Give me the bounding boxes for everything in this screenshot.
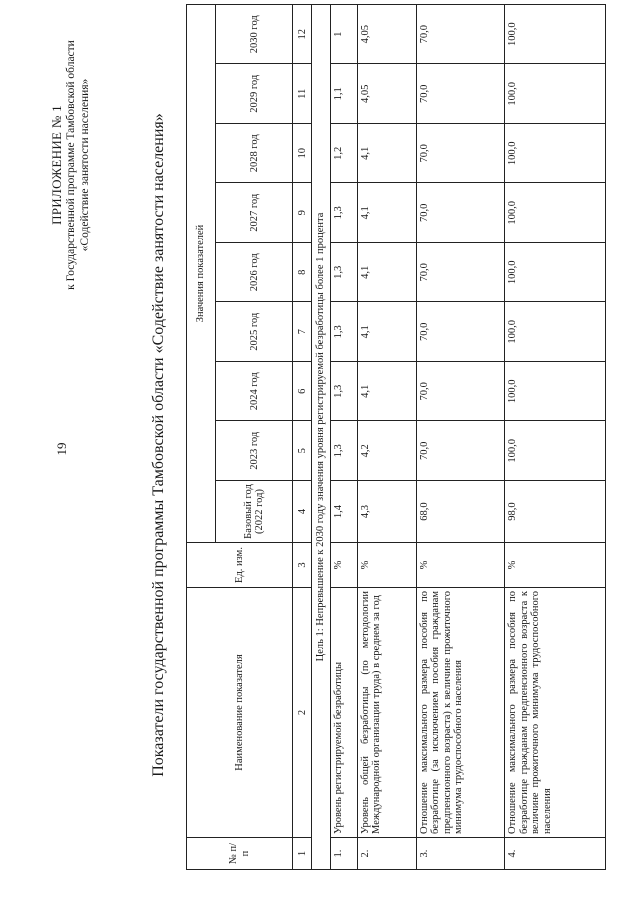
indicator-name: Отношение максимального размера пособия по безработице гражданам предпенсионного возраста к величине прожиточного минимума трудоспособного населения [505, 588, 606, 838]
column-numbers-row [293, 4, 312, 869]
header-year: Базовый год (2022 год) [216, 481, 293, 543]
value-cell: 4,05 [357, 4, 416, 64]
value-cell: 68,0 [416, 481, 504, 543]
appendix-title: ПРИЛОЖЕНИЕ № 1 [49, 105, 64, 225]
indicator-name: Уровень регистрируемой безработицы [330, 588, 357, 838]
header-row-1 [187, 4, 216, 869]
value-cell: 1,1 [330, 64, 357, 124]
value-cell: 1,3 [330, 362, 357, 422]
row-unit: % [505, 543, 606, 588]
column-number: 11 [293, 64, 312, 124]
row-number: 3. [416, 838, 504, 870]
column-number: 3 [293, 543, 312, 588]
value-cell: 70,0 [416, 64, 504, 124]
column-number: 1 [293, 838, 312, 870]
appendix-line-2: «Содействие занятости населения» [79, 78, 91, 252]
value-cell: 70,0 [416, 421, 504, 481]
column-number: 4 [293, 481, 312, 543]
column-number: 7 [293, 302, 312, 362]
indicators-table [186, 4, 606, 870]
header-year: 2025 год [216, 302, 293, 362]
value-cell: 70,0 [416, 124, 504, 184]
goal-text: Цель 1: Непревышение к 2030 году значения уровня регистрируемой безработицы более 1 процента [312, 4, 331, 869]
value-cell: 100,0 [505, 421, 606, 481]
indicator-name: Отношение максимального размера пособия по безработице (за исключением пособия гражданам предпенсионного возраста) к величине прожиточного минимума трудоспособного населения [416, 588, 504, 838]
value-cell: 100,0 [505, 124, 606, 184]
value-cell: 100,0 [505, 4, 606, 64]
header-values: Значения показателей [187, 4, 216, 542]
header-year: 2024 год [216, 362, 293, 422]
appendix-header [50, 15, 92, 315]
page-number: 19 [54, 442, 69, 456]
header-unit: Ед. изм. [187, 543, 293, 588]
value-cell: 100,0 [505, 362, 606, 422]
row-number: 4. [505, 838, 606, 870]
value-cell: 1,3 [330, 302, 357, 362]
column-number: 6 [293, 362, 312, 422]
row-unit: % [416, 543, 504, 588]
column-number: 12 [293, 4, 312, 64]
value-cell: 98,0 [505, 481, 606, 543]
row-unit: % [357, 543, 416, 588]
value-cell: 4,1 [357, 362, 416, 422]
goal-row [312, 4, 331, 869]
value-cell: 4,3 [357, 481, 416, 543]
value-cell: 100,0 [505, 302, 606, 362]
value-cell: 4,1 [357, 243, 416, 303]
value-cell: 100,0 [505, 183, 606, 243]
value-cell: 70,0 [416, 362, 504, 422]
table-row [357, 4, 416, 869]
value-cell: 1 [330, 4, 357, 64]
value-cell: 70,0 [416, 243, 504, 303]
value-cell: 4,1 [357, 302, 416, 362]
header-year: 2026 год [216, 243, 293, 303]
column-number: 5 [293, 421, 312, 481]
value-cell: 100,0 [505, 64, 606, 124]
header-year: 2030 год [216, 4, 293, 64]
header-year: 2023 год [216, 421, 293, 481]
value-cell: 70,0 [416, 183, 504, 243]
column-number: 9 [293, 183, 312, 243]
column-number: 8 [293, 243, 312, 303]
row-unit: % [330, 543, 357, 588]
value-cell: 1,3 [330, 183, 357, 243]
value-cell: 70,0 [416, 302, 504, 362]
column-number: 2 [293, 588, 312, 838]
header-year: 2029 год [216, 64, 293, 124]
row-number: 2. [357, 838, 416, 870]
value-cell: 1,2 [330, 124, 357, 184]
row-number: 1. [330, 838, 357, 870]
header-name: Наименование показателя [187, 588, 293, 838]
indicator-name: Уровень общей безработицы (по методологии Международной организации труда) в среднем за год [357, 588, 416, 838]
value-cell: 4,2 [357, 421, 416, 481]
value-cell: 1,3 [330, 243, 357, 303]
header-year: 2027 год [216, 183, 293, 243]
value-cell: 100,0 [505, 243, 606, 303]
table-row [330, 4, 357, 869]
value-cell: 1,4 [330, 481, 357, 543]
header-num: № п/п [187, 838, 293, 870]
table-row [505, 4, 606, 869]
value-cell: 1,3 [330, 421, 357, 481]
value-cell: 4,1 [357, 124, 416, 184]
table-row [416, 4, 504, 869]
value-cell: 70,0 [416, 4, 504, 64]
value-cell: 4,05 [357, 64, 416, 124]
column-number: 10 [293, 124, 312, 184]
value-cell: 4,1 [357, 183, 416, 243]
appendix-line-1: к Государственной программе Тамбовской области [65, 40, 77, 290]
header-year: 2028 год [216, 124, 293, 184]
document-title: Показатели государственной программы Тамбовской области «Содействие занятости населения» [150, 113, 167, 777]
